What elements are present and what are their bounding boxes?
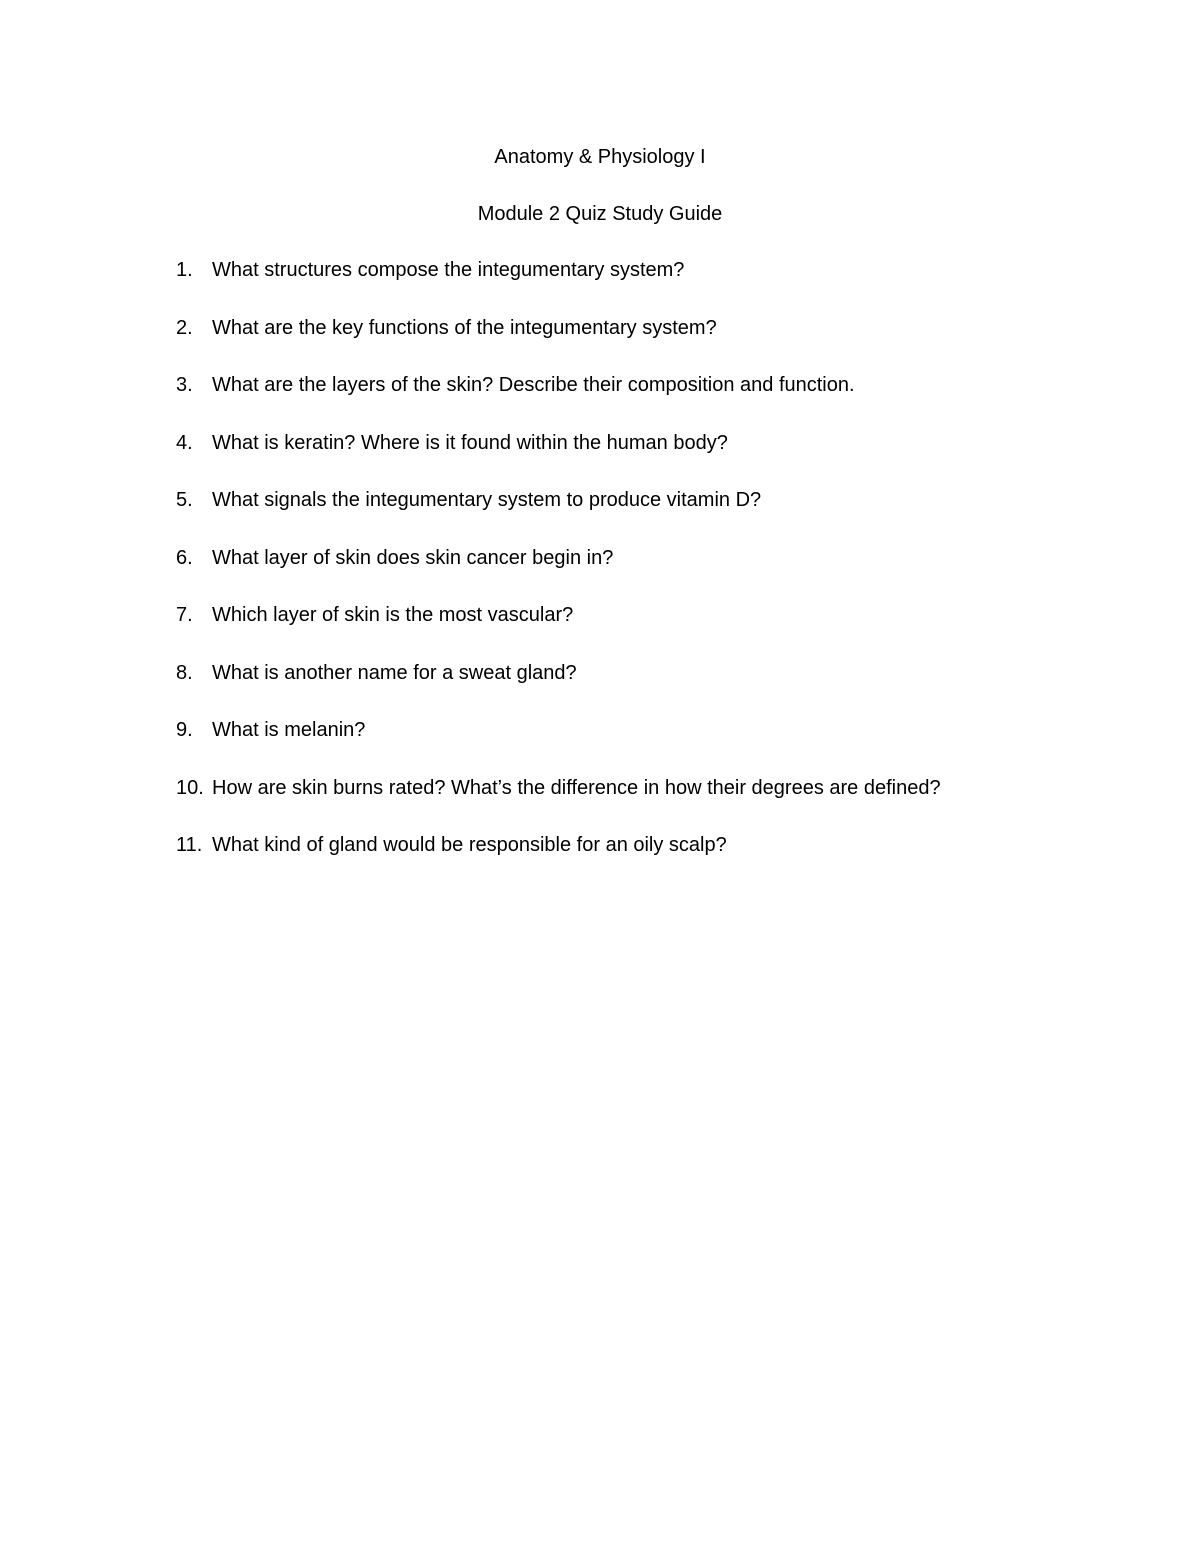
question-item <box>176 718 1166 776</box>
document-title: Anatomy & Physiology I <box>494 146 706 168</box>
question-item <box>176 546 1166 604</box>
document-subtitle: Module 2 Quiz Study Guide <box>477 203 723 225</box>
question-number: 3. <box>176 374 193 396</box>
question-text: What signals the integumentary system to produce vitamin D? <box>212 489 762 511</box>
question-item <box>176 833 1166 891</box>
question-number: 9. <box>176 719 193 741</box>
question-text: What is melanin? <box>212 719 366 741</box>
question-text: What are the layers of the skin? Describe their composition and function. <box>212 374 855 396</box>
question-text: What are the key functions of the integumentary system? <box>212 316 717 339</box>
question-text: What structures compose the integumentary system? <box>212 259 685 281</box>
question-item <box>176 661 1166 719</box>
question-item <box>176 603 1166 661</box>
question-text: What kind of gland would be responsible for an oily scalp? <box>212 834 727 856</box>
question-text: What is keratin? Where is it found within the human body? <box>212 431 728 454</box>
question-item <box>176 316 1166 374</box>
question-item <box>176 373 1166 431</box>
question-text: How are skin burns rated? What’s the difference in how their degrees are defined? <box>212 776 941 799</box>
question-text: What is another name for a sweat gland? <box>212 661 577 684</box>
question-text: What layer of skin does skin cancer begin in? <box>212 546 614 569</box>
question-number: 1. <box>176 259 193 281</box>
question-item <box>176 488 1166 546</box>
question-number: 7. <box>176 604 193 626</box>
question-number: 11. <box>176 834 203 856</box>
question-number: 10. <box>176 776 204 799</box>
question-number: 5. <box>176 489 193 511</box>
question-item <box>176 431 1166 489</box>
question-number: 8. <box>176 661 193 684</box>
question-item <box>176 776 1166 834</box>
question-text: Which layer of skin is the most vascular? <box>212 604 574 626</box>
question-number: 2. <box>176 316 193 339</box>
question-number: 4. <box>176 431 193 454</box>
question-item <box>176 258 1166 316</box>
question-number: 6. <box>176 546 193 569</box>
question-list <box>176 258 1166 891</box>
